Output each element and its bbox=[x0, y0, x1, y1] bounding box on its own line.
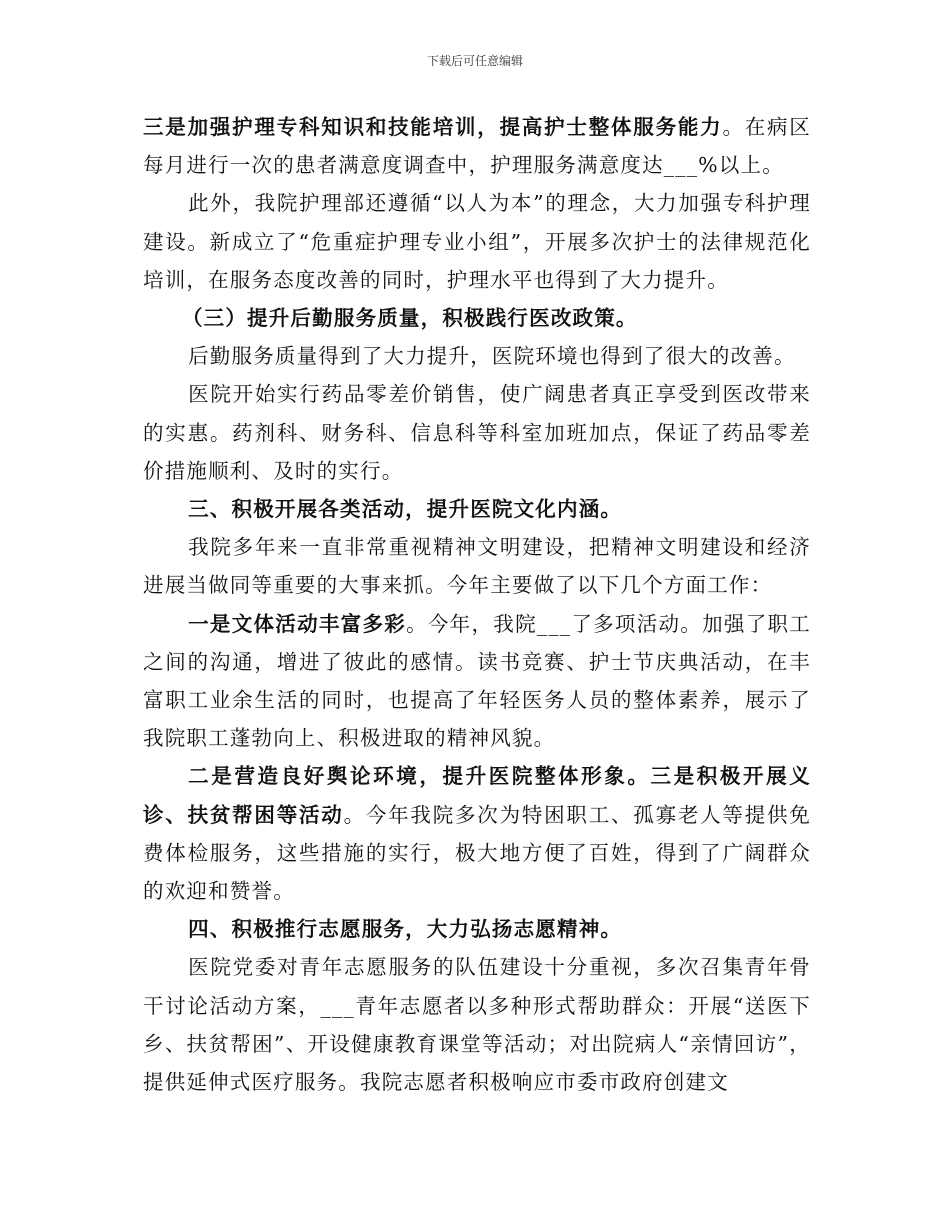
paragraph-nursing-training bbox=[143, 108, 811, 184]
paragraph-logistics-quality: 后勤服务质量得到了大力提升，医院环境也得到了很大的改善。 bbox=[188, 344, 796, 369]
paragraph-text: 。今年，我院___了多项活动。加强了职工之间的沟通，增进了彼此的感情。读书竞赛、护士节庆典活动，在丰富职工业余生活的同时，也提高了年轻医务人员的整体素养，展示了我院职工蓬勃向上、积极进取的精神风貌。 bbox=[143, 611, 811, 751]
document-body bbox=[143, 108, 811, 1101]
bold-lead: 二是营造良好舆论环境，提升医院整体形象。三是积极开展义诊、扶贫帮困等活动 bbox=[143, 764, 811, 827]
page-header: 下载后可任意编辑 bbox=[426, 54, 523, 68]
bold-lead: 三是加强护理专科知识和技能培训，提高护士整体服务能力 bbox=[143, 115, 723, 139]
paragraph-text: 。在病区每月进行一次的患者满意度调查中，护理服务满意度达___%以上。 bbox=[143, 115, 811, 178]
paragraph-drug-pricing: 医院开始实行药品零差价销售，使广阔患者真正享受到医改带来的实惠。药剂科、财务科、信息科等科室加班加点，保证了药品零差价措施顺利、及时的实行。 bbox=[143, 382, 811, 483]
paragraph-volunteer-service: 医院党委对青年志愿服务的队伍建设十分重视，多次召集青年骨干讨论活动方案，___青年志愿者以多种形式帮助群众：开展“送医下乡、扶贫帮困”、开设健康教育课堂等活动；对出院病人“亲情回访”，提供延伸式医疗服务。我院志愿者积极响应市委市政府创建文 bbox=[143, 955, 811, 1095]
section-heading-volunteer: 四、积极推行志愿服务，大力弘扬志愿精神。 bbox=[188, 917, 623, 942]
paragraph-cultural-activities bbox=[143, 605, 811, 758]
section-heading-activities: 三、积极开展各类活动，提升医院文化内涵。 bbox=[188, 497, 623, 522]
bold-lead: 一是文体活动丰富多彩 bbox=[188, 611, 407, 636]
section-heading-logistics: （三）提升后勤服务质量，积极践行医改政策。 bbox=[181, 306, 638, 331]
paragraph-nursing-philosophy: 此外，我院护理部还遵循“以人为本”的理念，大力加强专科护理建设。新成立了“危重症护理专业小组”，开展多次护士的法律规范化培训，在服务态度改善的同时，护理水平也得到了大力提升。 bbox=[143, 191, 811, 292]
paragraph-spiritual-civilization: 我院多年来一直非常重视精神文明建设，把精神文明建设和经济进展当做同等重要的大事来抓。今年主要做了以下几个方面工作： bbox=[143, 535, 811, 598]
paragraph-text: 。今年我院多次为特困职工、孤寡老人等提供免费体检服务，这些措施的实行，极大地方便了百姓，得到了广阔群众的欢迎和赞誉。 bbox=[143, 802, 811, 904]
paragraph-public-image bbox=[143, 757, 811, 910]
